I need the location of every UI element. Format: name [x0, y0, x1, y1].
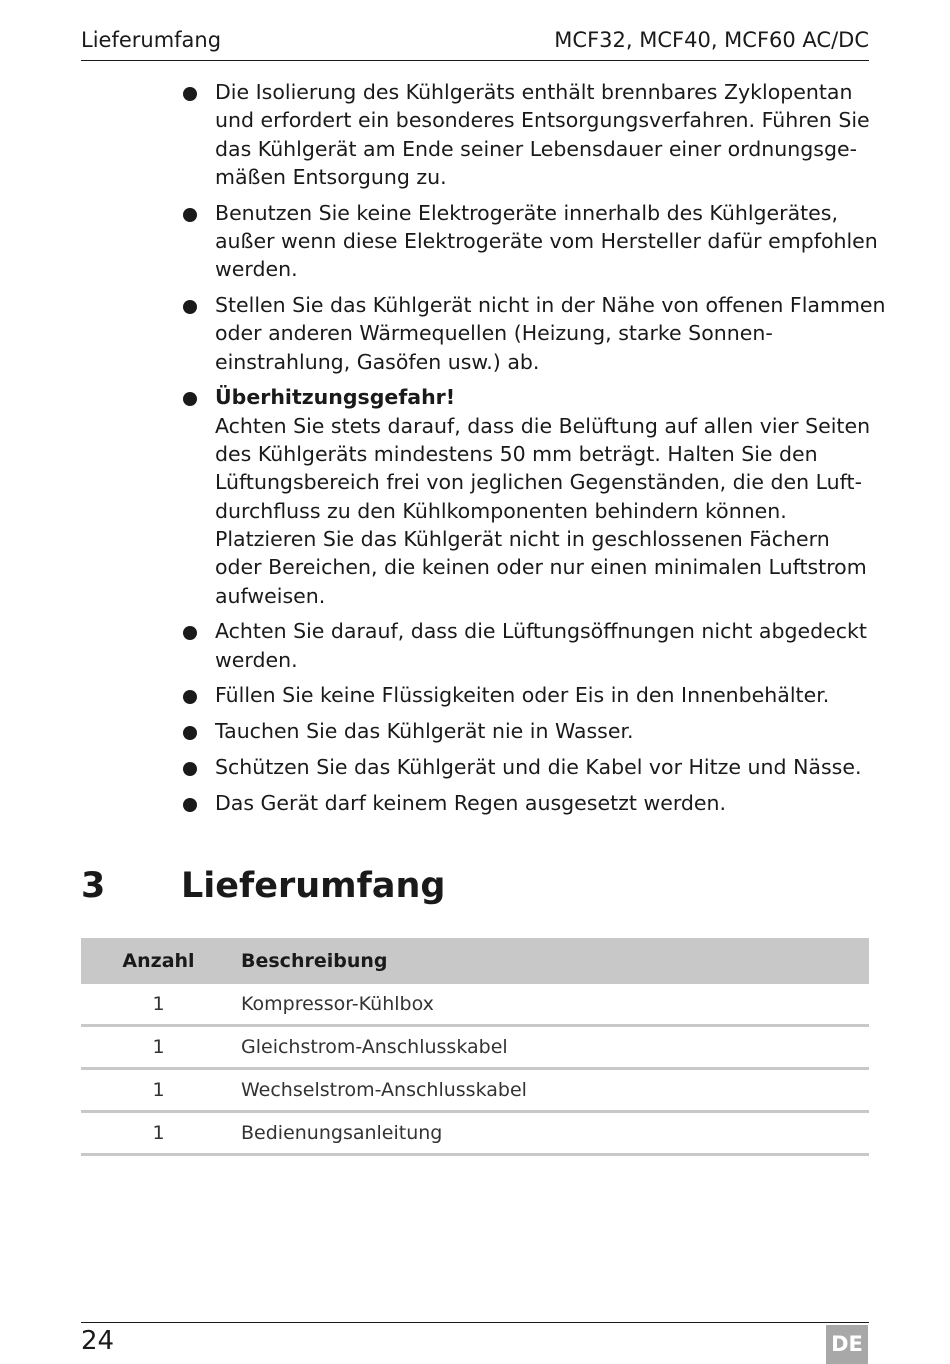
safety-bullet-list — [181, 78, 886, 825]
cell-quantity: 1 — [81, 984, 236, 1026]
bullet-line: und erfordert ein besonderes Entsorgungsverfahren. Führen Sie — [215, 108, 870, 133]
header-model-list: MCF32, MCF40, MCF60 AC/DC — [554, 28, 869, 52]
bullet-dot-icon — [183, 726, 197, 740]
table-row — [81, 1026, 869, 1069]
bullet-line: aufweisen. — [215, 583, 326, 608]
table-row — [81, 1069, 869, 1112]
section-heading — [81, 866, 445, 906]
bullet-line: oder Bereichen, die keinen oder nur einen minimalen Luftstrom — [215, 555, 867, 580]
table-row — [81, 984, 869, 1026]
column-header-description: Beschreibung — [236, 938, 869, 984]
warning-heading: Überhitzungsgefahr! — [215, 385, 456, 410]
bullet-line: Tauchen Sie das Kühlgerät nie in Wasser. — [215, 719, 634, 744]
cell-description: Bedienungsanleitung — [236, 1112, 869, 1155]
cell-quantity: 1 — [81, 1026, 236, 1069]
bullet-line: durchfluss zu den Kühlkomponenten behindern können. — [215, 498, 787, 523]
bullet-line: Stellen Sie das Kühlgerät nicht in der Nähe von offenen Flammen — [215, 293, 886, 318]
table-header-row — [81, 938, 869, 984]
bullet-item — [181, 753, 881, 781]
bullet-dot-icon — [183, 798, 197, 812]
bullet-dot-icon — [183, 392, 197, 406]
footer-divider — [81, 1322, 869, 1323]
bullet-line: des Kühlgeräts mindestens 50 mm beträgt. Halten Sie den — [215, 442, 818, 467]
bullet-line: mäßen Entsorgung zu. — [215, 164, 447, 189]
bullet-line: Das Gerät darf keinem Regen ausgesetzt werden. — [215, 790, 727, 815]
bullet-line: einstrahlung, Gasöfen usw.) ab. — [215, 349, 540, 374]
page-number: 24 — [81, 1326, 115, 1356]
bullet-dot-icon — [183, 762, 197, 776]
bullet-dot-icon — [183, 690, 197, 704]
bullet-dot-icon — [183, 626, 197, 640]
cell-description: Wechselstrom-Anschlusskabel — [236, 1069, 869, 1112]
table-row — [81, 1112, 869, 1155]
bullet-line: Platzieren Sie das Kühlgerät nicht in geschlossenen Fächern — [215, 526, 830, 551]
bullet-line: Benutzen Sie keine Elektrogeräte innerhalb des Kühlgerätes, — [215, 200, 838, 225]
page-header — [81, 28, 869, 61]
section-number: 3 — [81, 866, 106, 906]
bullet-line: das Kühlgerät am Ende seiner Lebensdauer einer ordnungsge- — [215, 136, 857, 161]
cell-description: Gleichstrom-Anschlusskabel — [236, 1026, 869, 1069]
bullet-line: Achten Sie darauf, dass die Lüftungsöffnungen nicht abgedeckt — [215, 619, 867, 644]
bullet-dot-icon — [183, 300, 197, 314]
bullet-dot-icon — [183, 208, 197, 222]
bullet-line: außer wenn diese Elektrogeräte vom Hersteller dafür empfohlen — [215, 228, 878, 253]
bullet-item — [181, 789, 881, 817]
bullet-item-warning — [181, 383, 881, 609]
bullet-line: oder anderen Wärmequellen (Heizung, starke Sonnen- — [215, 321, 773, 346]
bullet-item — [181, 617, 881, 674]
header-section-title: Lieferumfang — [81, 28, 222, 52]
bullet-dot-icon — [183, 87, 197, 101]
cell-description: Kompressor-Kühlbox — [236, 984, 869, 1026]
cell-quantity: 1 — [81, 1112, 236, 1155]
bullet-item — [181, 291, 886, 376]
bullet-item — [181, 717, 881, 745]
bullet-line: Lüftungsbereich frei von jeglichen Gegenständen, die den Luft- — [215, 470, 862, 495]
bullet-line: Schützen Sie das Kühlgerät und die Kabel vor Hitze und Nässe. — [215, 755, 862, 780]
bullet-item — [181, 681, 881, 709]
section-title-text: Lieferumfang — [181, 866, 446, 906]
bullet-item — [181, 199, 881, 284]
bullet-line: werden. — [215, 647, 298, 672]
bullet-item — [181, 78, 881, 191]
cell-quantity: 1 — [81, 1069, 236, 1112]
bullet-line: Die Isolierung des Kühlgeräts enthält brennbares Zyklopentan — [215, 80, 853, 104]
bullet-line: Füllen Sie keine Flüssigkeiten oder Eis in den Innenbehälter. — [215, 683, 830, 708]
delivery-scope-table — [81, 938, 869, 1156]
language-badge: DE — [826, 1325, 868, 1364]
bullet-line: Achten Sie stets darauf, dass die Belüftung auf allen vier Seiten — [215, 413, 871, 438]
bullet-line: werden. — [215, 257, 298, 282]
column-header-quantity: Anzahl — [81, 938, 236, 984]
